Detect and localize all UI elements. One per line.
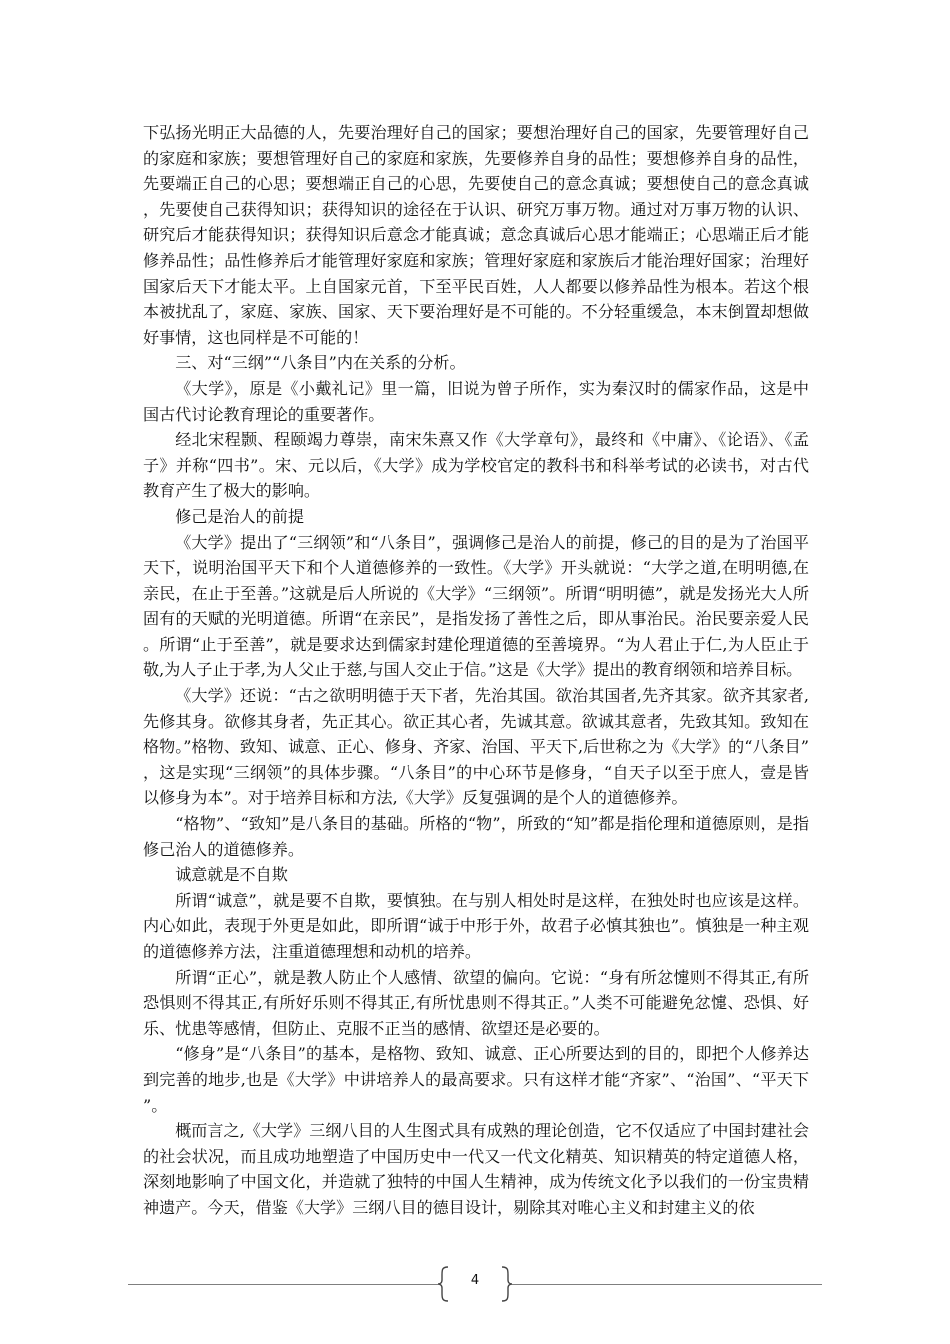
paragraph: 所谓“正心”，就是教人防止个人感情、欲望的偏向。它说：“身有所忿懥则不得其正,有所恐惧则不得其正,有所好乐则不得其正,有所忧患则不得其正。”人类不可能避免忿懥、恐惧、好乐、忧患等感情，但防止、克服不正当的感情、欲望还是必要的。: [143, 967, 809, 1038]
page-number: 4: [470, 1273, 480, 1288]
paragraph: 修己是治人的前提: [175, 506, 304, 526]
paragraph: 《大学》还说：“古之欲明明德于天下者，先治其国。欲治其国者,先齐其家。欲齐其家者,先修其身。欲修其身者，先正其心。欲正其心者，先诚其意。欲诚其意者，先致其知。致知在格物。”格物、致知、诚意、正心、修身、齐家、治国、平天下,后世称之为《大学》的“八条目”，这是实现“三纲领”的具体步骤。“八条目”的中心环节是修身，“自天子以至于庶人，壹是皆以修身为本”。对于培养目标和方法,《大学》反复强调的是个人的道德修养。: [143, 686, 809, 808]
paragraph: “修身”是“八条目”的基本，是格物、致知、诚意、正心所要达到的目的，即把个人修养达到完善的地步,也是《大学》中讲培养人的最高要求。只有这样才能“齐家”、“治国”、“平天下”。: [143, 1044, 809, 1115]
paragraph: 诚意就是不自欺: [175, 865, 288, 885]
footer-rule-left: [128, 1284, 438, 1285]
page-footer: [0, 1262, 950, 1310]
paragraph: “格物”、“致知”是八条目的基础。所格的“物”，所致的“知”都是指伦理和道德原则，是指修己治人的道德修养。: [143, 814, 809, 859]
paragraph: 《大学》提出了“三纲领”和“八条目”，强调修己是治人的前提，修己的目的是为了治国平天下，说明治国平天下和个人道德修养的一致性。《大学》开头就说：“大学之道,在明明德,在亲民，在止于至善。”这就是后人所说的《大学》“三纲领”。所谓“明明德”，就是发扬光大人所固有的天赋的光明道德。所谓“在亲民”，是指发扬了善性之后，即从事治民。治民要亲爱人民。所谓“止于至善”，就是要求达到儒家封建伦理道德的至善境界。“为人君止于仁,为人臣止于敬,为人子止于孝,为人父止于慈,与国人交止于信。”这是《大学》提出的教育纲领和培养目标。: [143, 532, 809, 680]
paragraph: 三、对“三纲”“八条目”内在关系的分析。: [175, 353, 466, 373]
paragraph: 下弘扬光明正大品德的人，先要治理好自己的国家；要想治理好自己的国家，先要管理好自己的家庭和家族；要想管理好自己的家庭和家族，先要修养自身的品性；要想修养自身的品性，先要端正自己的心思；要想端正自己的心思，先要使自己的意念真诚；要想使自己的意念真诚，先要使自己获得知识；获得知识的途径在于认识、研究万事万物。通过对万事万物的认识、研究后才能获得知识；获得知识后意念才能真诚；意念真诚后心思才能端正；心思端正后才能修养品性；品性修养后才能管理好家庭和家族；管理好家庭和家族后才能治理好国家；治理好国家后天下才能太平。上自国家元首，下至平民百姓，人人都要以修养品性为根本。若这个根本被扰乱了，家庭、家族、国家、天下要治理好是不可能的。不分轻重缓急，本末倒置却想做好事情，这也同样是不可能的！: [143, 123, 809, 347]
paragraph: 经北宋程颢、程颐竭力尊崇，南宋朱熹又作《大学章句》，最终和《中庸》、《论语》、《孟子》并称“四书”。宋、元以后，《大学》成为学校官定的教科书和科举考试的必读书，对古代教育产生了极大的影响。: [143, 430, 809, 501]
document-body: [143, 120, 809, 1221]
paragraph: 概而言之,《大学》三纲八目的人生图式具有成熟的理论创造，它不仅适应了中国封建社会的社会状况，而且成功地塑造了中国历史中一代又一代文化精英、知识精英的特定道德人格，深刻地影响了中国文化，并造就了独特的中国人生精神，成为传统文化予以我们的一份宝贵精神遗产。今天，借鉴《大学》三纲八目的德目设计，剔除其对唯心主义和封建主义的依: [143, 1121, 809, 1217]
paragraph: 《大学》，原是《小戴礼记》里一篇，旧说为曾子所作，实为秦汉时的儒家作品，这是中国古代讨论教育理论的重要著作。: [143, 378, 809, 424]
footer-rule-right: [512, 1284, 822, 1285]
paragraph: 所谓“诚意”，就是要不自欺，要慎独。在与别人相处时是这样，在独处时也应该是这样。内心如此，表现于外更是如此，即所谓“诚于中形于外，故君子必慎其独也”。慎独是一种主观的道德修养方法，注重道德理想和动机的培养。: [143, 890, 809, 961]
